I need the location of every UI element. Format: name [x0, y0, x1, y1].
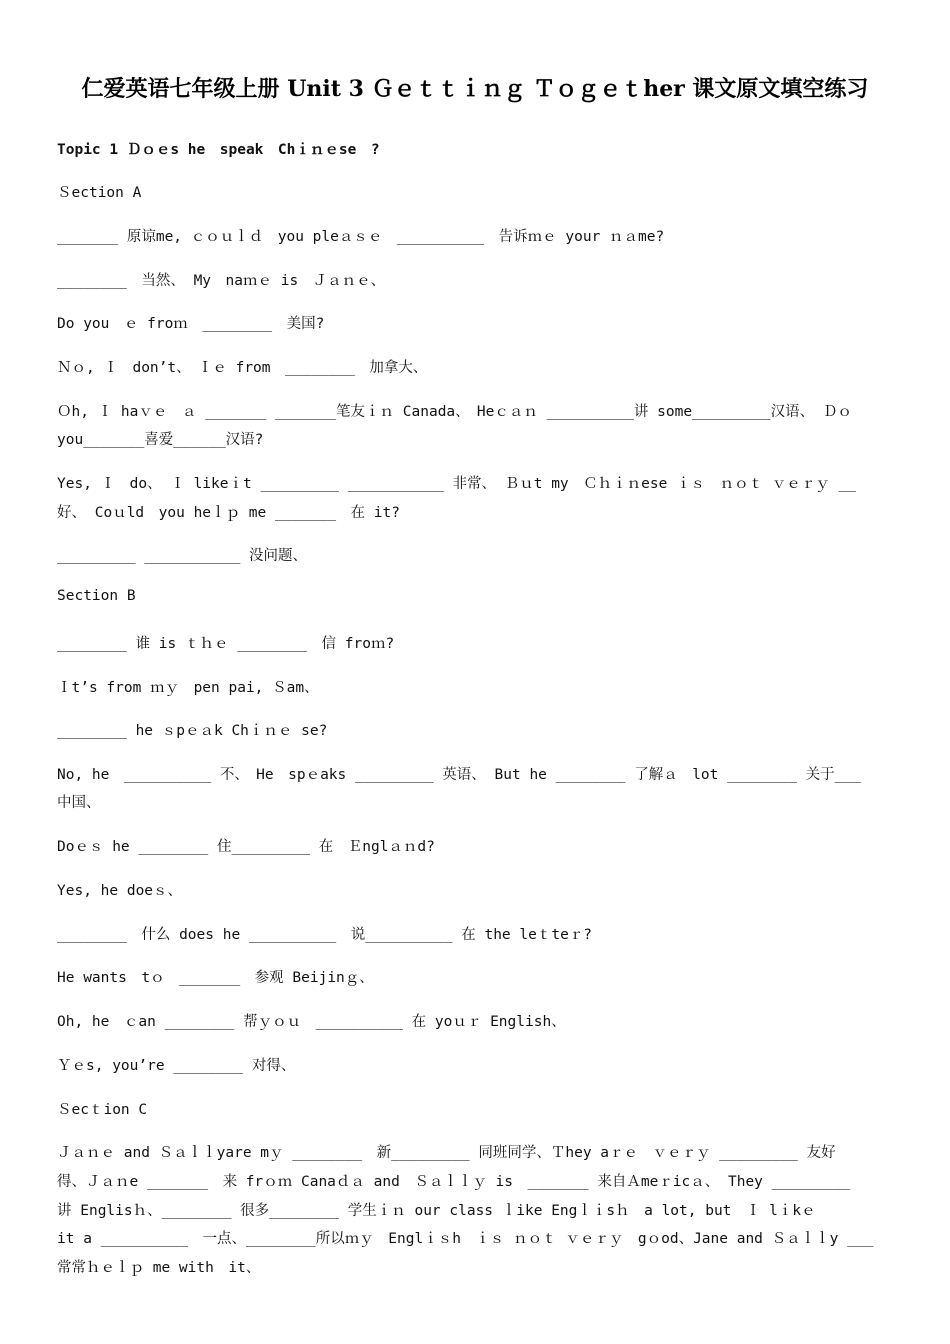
section-b-heading: Section B	[57, 588, 136, 604]
exercise-line: you_______喜爱______汉语?	[57, 432, 264, 448]
exercise-line: ________ he ｓpｅａk Chｉｎｅ se?	[57, 723, 328, 739]
exercise-line: 中国、	[57, 795, 101, 811]
topic-heading: Topic 1 Ｄｏｅs he speak Chｉｎｅse ?	[57, 142, 380, 158]
exercise-line: Ｎｏ, Ｉ don’t、 Ｉｅ from ________ 加拿大、	[57, 360, 428, 376]
exercise-line: it a __________ 一点、________所以ｍｙ Englｉｓh ｉｓ ｎｏｔ ｖｅｒｙ gｏod、Jane and Ｓａｌｌy ___	[57, 1231, 874, 1247]
exercise-line: _________ ___________ 没问题、	[57, 548, 308, 564]
section-a-heading: Ｓection A	[57, 185, 142, 201]
exercise-line: Ｉt’s from ｍｙ pen pai, Ｓam、	[57, 680, 319, 696]
section-c-heading: Ｓecｔion C	[57, 1102, 148, 1118]
exercise-line: ________ 谁 is ｔｈｅ ________ 信 froｍ?	[57, 636, 395, 652]
exercise-line: ________ 什么 does he __________ 说__________ 在 the leｔteｒ?	[57, 927, 593, 943]
page-title: 仁爱英语七年级上册 Unit 3 Ｇｅｔｔｉｎｇ Ｔｏｇｅｔher 课文原文填空练习	[81, 76, 869, 102]
exercise-line: Do you ｅ froｍ ________ 美国?	[57, 316, 325, 332]
exercise-line: 讲 Englisｈ、________ 很多________ 学生ｉｎ our class ｌike Engｌｉsｈ a lot, but Ｉ lｉkｅ	[57, 1203, 816, 1219]
exercise-line: Oh, he ｃan ________ 帮ｙｏｕ __________ 在 yoｕｒ English、	[57, 1014, 566, 1030]
exercise-line: Yes, he doeｓ、	[57, 883, 183, 899]
exercise-line: Ｙｅs, you’re ________ 对得、	[57, 1058, 296, 1074]
exercise-line: 好、 Coｕld you heｌｐ me _______ 在 it?	[57, 505, 400, 521]
exercise-line: _______ 原谅me, ｃｏｕｌｄ you pleａｓｅ __________ 告诉ｍｅ your ｎａme?	[57, 229, 665, 245]
exercise-line: He wants tｏ _______ 参观 Beijinｇ、	[57, 970, 374, 986]
exercise-line: 常常ｈｅｌｐ me with it、	[57, 1260, 261, 1276]
exercise-line: Doｅｓ he ________ 住_________ 在 Ｅnglａｎd?	[57, 839, 435, 855]
exercise-line: Yes, Ｉ do、 Ｉ likeｉt _________ ___________ 非常、 Ｂｕt my Ｃｈｉｎese ｉｓ ｎｏｔ ｖｅｒｙ __	[57, 476, 856, 492]
exercise-line: Ｊａｎｅ and Ｓａｌｌyare mｙ ________ 新_________ 同班同学、Ｔhey aｒｅ ｖｅｒｙ _________ 友好	[57, 1145, 836, 1161]
exercise-line: 得、Ｊａｎe _______ 来 frｏｍ Canaｄａ and Ｓａｌｌｙ is _______ 来自Ａmeｒicａ、 They _________	[57, 1174, 851, 1190]
exercise-line: ________ 当然、 My naｍｅ is Ｊａｎｅ、	[57, 273, 386, 289]
exercise-line: Ｏh, Ｉ haｖｅ ａ _______ _______笔友ｉｎ Canada、 Heｃａｎ __________讲 some_________汉语、 Ｄｏ	[57, 404, 852, 420]
exercise-line: No, he __________ 不、 He spｅaks _________ 英语、 But he ________ 了解ａ lot ________ 关于___	[57, 767, 861, 783]
